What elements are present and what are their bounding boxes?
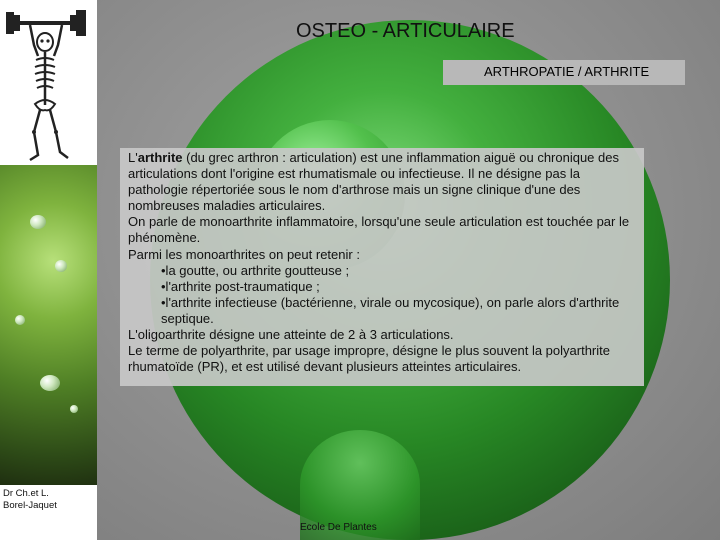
paragraph-definition — [128, 150, 640, 214]
skeleton-illustration — [0, 0, 97, 165]
plant-photo — [0, 165, 97, 485]
author-line-1: Dr Ch.et L. — [3, 488, 49, 499]
content-body — [128, 150, 640, 375]
author-credit — [3, 488, 57, 512]
list-item: •l'arthrite post-traumatique ; — [161, 278, 320, 294]
left-panel — [0, 0, 97, 540]
paragraph-definition-text: (du grec arthron : articulation) est une inflammation aiguë ou chronique des articulations dont l'origine est rhumatismale ou infectieuse. Il ne désigne pas la pathologie répertoriée sous le nom d'arthrose mais un signe clinique d'une des nombreuses maladies articulaires. — [128, 150, 619, 214]
paragraph-polyarthrite: Le terme de polyarthrite, par usage impropre, désigne le plus souvent la polyarthrite rhumatoïde (PR), et est utilisé devant plusieurs atteintes articulaires. — [128, 343, 610, 375]
paragraph-monoarthrite: On parle de monoarthrite inflammatoire, lorsqu'une seule articulation est touchée par le phénomène. — [128, 214, 630, 246]
list-item: •l'arthrite infectieuse (bactérienne, virale ou mycosique), on parle alors d'arthrite septique. — [161, 294, 620, 326]
school-name: Ecole De Plantes — [300, 522, 377, 533]
slide-title: OSTEO - ARTICULAIRE — [296, 20, 515, 42]
paragraph-list-intro: Parmi les monoarthrites on peut retenir : — [128, 246, 360, 262]
list-item: •la goutte, ou arthrite goutteuse ; — [161, 262, 350, 278]
slide-subtitle: ARTHROPATIE / ARTHRITE — [484, 64, 650, 79]
paragraph-prefix: L' — [128, 150, 138, 165]
paragraph-oligoarthrite: L'oligoarthrite désigne une atteinte de 2 à 3 articulations. — [128, 327, 454, 343]
author-line-2: Borel-Jaquet — [3, 500, 57, 511]
term-arthrite: arthrite — [137, 150, 183, 165]
skeleton-barbell-icon — [0, 0, 97, 165]
